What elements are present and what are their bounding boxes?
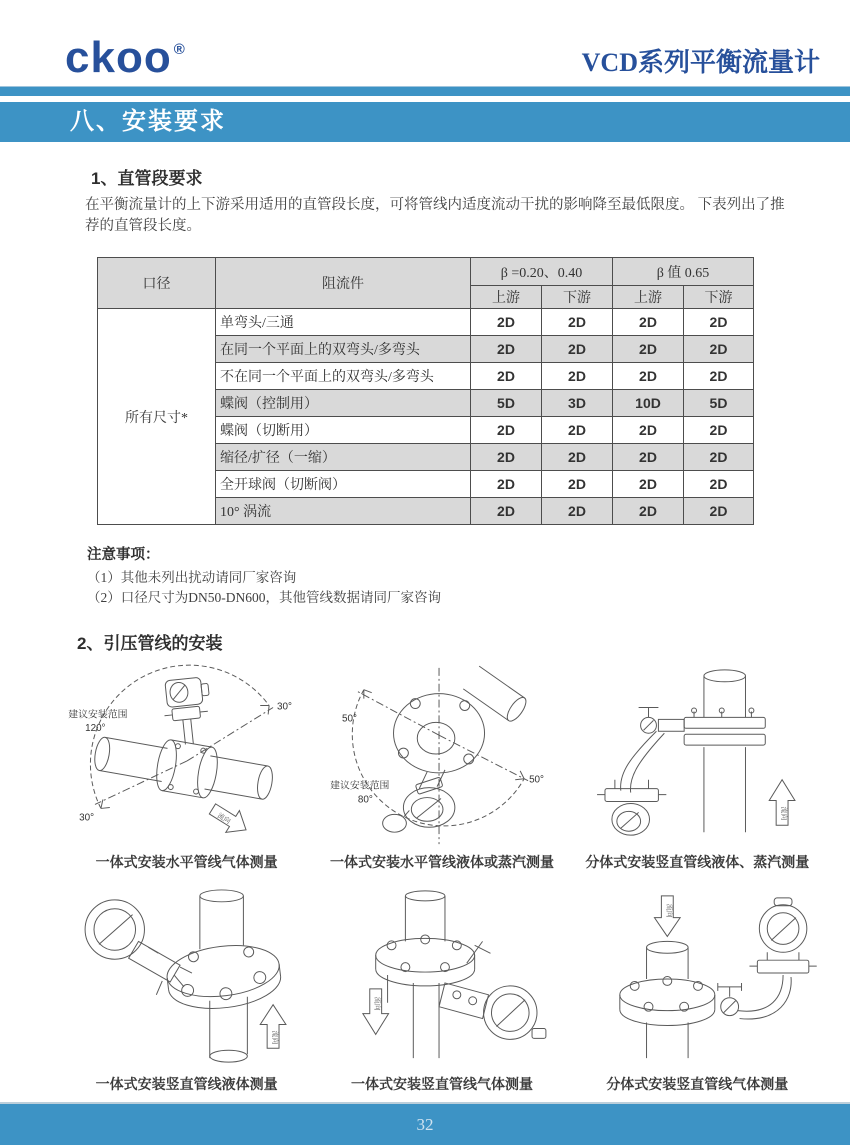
angle-label-right: 50° bbox=[529, 774, 544, 786]
diagram-caption: 分体式安装竖直管线气体测量 bbox=[606, 1075, 789, 1092]
section1-heading: 1、直管段要求 bbox=[91, 169, 203, 188]
manifold bbox=[439, 982, 488, 1018]
diagram-caption: 一体式安装水平管线气体测量 bbox=[95, 853, 278, 870]
flange-disc bbox=[376, 934, 475, 985]
arc-arrowheads bbox=[101, 705, 269, 808]
pipe bbox=[647, 941, 689, 1058]
pipe bbox=[405, 890, 445, 1057]
diagram-horizontal-liquid-steam-drawing bbox=[317, 662, 567, 850]
row-value: 2D bbox=[613, 444, 684, 471]
diagram-caption: 分体式安装竖直管线液体、蒸汽测量 bbox=[585, 853, 810, 870]
flow-label: 流向 bbox=[780, 805, 788, 820]
flow-label: 流向 bbox=[270, 1029, 278, 1044]
diagram-horizontal-liquid-steam bbox=[316, 662, 567, 872]
angle-arc bbox=[352, 689, 524, 825]
transmitter bbox=[750, 897, 817, 972]
page-number: 32 bbox=[416, 1115, 434, 1134]
row-value: 2D bbox=[471, 309, 542, 336]
diagram-caption: 一体式安装竖直管线气体测量 bbox=[350, 1075, 533, 1092]
row-label: 10° 涡流 bbox=[216, 498, 471, 525]
row-label: 蝶阀（控制用） bbox=[216, 390, 471, 417]
row-value: 2D bbox=[613, 498, 684, 525]
row-value: 5D bbox=[684, 390, 754, 417]
impulse-tubing bbox=[738, 975, 792, 1019]
row-value: 2D bbox=[542, 336, 613, 363]
row-value: 2D bbox=[684, 336, 754, 363]
row-value: 2D bbox=[542, 417, 613, 444]
flange-disc bbox=[164, 939, 283, 1014]
note-item: （1）其他未列出扰动请同厂家咨询 bbox=[87, 570, 297, 586]
diagram-caption: 一体式安装水平管线液体或蒸汽测量 bbox=[329, 853, 554, 870]
range-angle-label: 120° bbox=[84, 722, 106, 734]
diagram-remote-vertical-gas bbox=[572, 884, 823, 1094]
row-value: 2D bbox=[684, 309, 754, 336]
section2-heading: 2、引压管线的安装 bbox=[77, 633, 223, 653]
angle-arc bbox=[90, 665, 269, 808]
transmitter bbox=[484, 985, 546, 1038]
radial-lines bbox=[358, 691, 528, 780]
diagram-caption: 一体式安装竖直管线液体测量 bbox=[95, 1075, 278, 1092]
range-label: 建议安装范围 bbox=[330, 780, 390, 792]
row-label: 不在同一个平面上的双弯头/多弯头 bbox=[216, 363, 471, 390]
diagram-horizontal-gas-drawing bbox=[62, 662, 312, 850]
row-value: 3D bbox=[542, 390, 613, 417]
row-value: 2D bbox=[613, 336, 684, 363]
page-content bbox=[0, 164, 850, 1094]
diagram-remote-vertical-liquid-drawing bbox=[572, 662, 822, 850]
diagram-integral-vertical-gas bbox=[316, 884, 567, 1094]
flow-label: 流向 bbox=[215, 811, 232, 826]
row-value: 2D bbox=[542, 444, 613, 471]
diagram-integral-vertical-liquid-drawing bbox=[62, 884, 312, 1072]
col-header-obstruction: 阻流件 bbox=[216, 258, 471, 309]
section1-paragraph: 在平衡流量计的上下游采用适用的直管段长度，可将管线内适度流动干扰的影响降至最低限度。 下表列出了推荐的直管段长度。 bbox=[85, 197, 785, 235]
note-item: （2）口径尺寸为DN50-DN600，其他管线数据请同厂家咨询 bbox=[87, 590, 441, 606]
centerline bbox=[95, 760, 187, 804]
diagram-remote-vertical-gas-drawing bbox=[572, 884, 822, 1072]
row-value: 2D bbox=[684, 471, 754, 498]
notes-block bbox=[87, 543, 810, 609]
row-value: 2D bbox=[471, 498, 542, 525]
installation-diagram-grid bbox=[61, 662, 823, 1094]
pipe bbox=[704, 669, 746, 831]
col-group-beta-065: β 值 0.65 bbox=[613, 258, 754, 286]
section-banner: 八、安装要求 bbox=[0, 102, 850, 142]
row-value: 2D bbox=[471, 363, 542, 390]
flange-disc bbox=[620, 976, 715, 1025]
row-value: 2D bbox=[542, 471, 613, 498]
row-value: 2D bbox=[542, 498, 613, 525]
sub-header-upstream: 上游 bbox=[613, 286, 684, 309]
page-header bbox=[0, 0, 850, 86]
document-title: VCD系列平衡流量计 bbox=[581, 48, 820, 77]
transmitter bbox=[383, 769, 455, 831]
row-value: 2D bbox=[471, 417, 542, 444]
flow-arrow bbox=[363, 988, 389, 1034]
impulse-tubing bbox=[621, 731, 665, 792]
col-group-beta-low: β =0.20、0.40 bbox=[471, 258, 613, 286]
transmitter bbox=[85, 899, 192, 994]
notes-heading: 注意事项： bbox=[87, 547, 160, 564]
straight-run-table bbox=[97, 257, 754, 525]
col-header-diameter: 口径 bbox=[98, 258, 216, 309]
diagram-horizontal-gas bbox=[61, 662, 312, 872]
angle-label-left: 50° bbox=[342, 712, 357, 724]
row-value: 2D bbox=[684, 363, 754, 390]
diagram-integral-vertical-gas-drawing bbox=[317, 884, 567, 1072]
sub-header-downstream: 下游 bbox=[684, 286, 754, 309]
row-value: 5D bbox=[471, 390, 542, 417]
row-value: 2D bbox=[613, 471, 684, 498]
transmitter bbox=[161, 676, 214, 746]
row-value: 10D bbox=[613, 390, 684, 417]
row-label: 缩径/扩径（一缩） bbox=[216, 444, 471, 471]
row-label: 全开球阀（切断阀） bbox=[216, 471, 471, 498]
flange-pair bbox=[684, 708, 765, 745]
flow-label: 流向 bbox=[373, 996, 381, 1011]
row-label: 在同一个平面上的双弯头/多弯头 bbox=[216, 336, 471, 363]
row-value: 2D bbox=[471, 471, 542, 498]
row-value: 2D bbox=[471, 444, 542, 471]
row-label: 单弯头/三通 bbox=[216, 309, 471, 336]
table-row bbox=[98, 309, 754, 336]
brand-logo bbox=[65, 28, 186, 80]
transmitter bbox=[597, 779, 666, 834]
row-value: 2D bbox=[613, 309, 684, 336]
flow-label: 流向 bbox=[665, 903, 673, 918]
header-divider-bar bbox=[0, 86, 850, 96]
angle-label-left: 30° bbox=[78, 811, 94, 823]
row-value: 2D bbox=[613, 417, 684, 444]
range-label: 建议安装范围 bbox=[67, 708, 128, 720]
brand-logo-text: ckoo bbox=[65, 33, 172, 82]
row-value: 2D bbox=[684, 498, 754, 525]
pipe bbox=[200, 889, 247, 1061]
size-cell: 所有尺寸* bbox=[98, 309, 216, 525]
registered-mark-icon: ® bbox=[173, 41, 186, 58]
root-valve bbox=[639, 707, 685, 733]
range-angle-label: 80° bbox=[357, 794, 373, 806]
row-value: 2D bbox=[684, 444, 754, 471]
row-value: 2D bbox=[613, 363, 684, 390]
sub-header-upstream: 上游 bbox=[471, 286, 542, 309]
row-value: 2D bbox=[542, 363, 613, 390]
row-value: 2D bbox=[471, 336, 542, 363]
page-footer bbox=[0, 1102, 850, 1145]
row-value: 2D bbox=[542, 309, 613, 336]
row-value: 2D bbox=[684, 417, 754, 444]
row-label: 蝶阀（切断用） bbox=[216, 417, 471, 444]
pipe bbox=[91, 727, 276, 809]
angle-label-right: 30° bbox=[276, 701, 292, 713]
pipe-stub bbox=[463, 666, 529, 724]
diagram-integral-vertical-liquid bbox=[61, 884, 312, 1094]
sub-header-downstream: 下游 bbox=[542, 286, 613, 309]
diagram-remote-vertical-liquid bbox=[572, 662, 823, 872]
